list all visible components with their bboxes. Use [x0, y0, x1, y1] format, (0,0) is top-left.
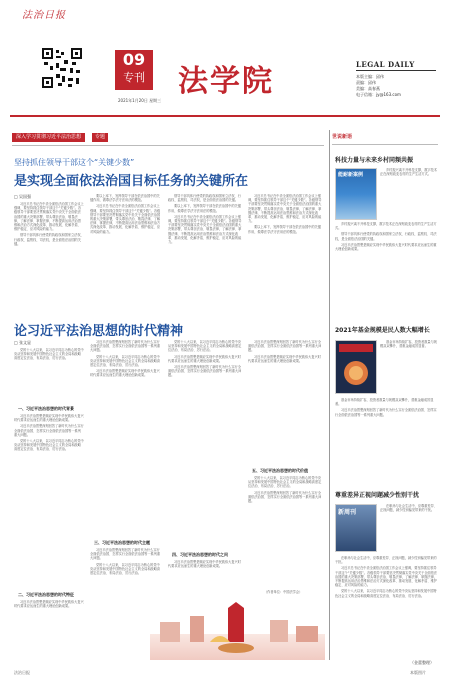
- article-byline: □ 吴国强: [14, 194, 32, 199]
- paragraph: 要以上率下，发挥领导干部在依法治国中的关键作用，做尊法学法守法用法的模范。: [248, 225, 321, 234]
- paragraph: 党的十八大以来，以习近平同志为核心的党中央从坚持和发展中国特色社会主义的全局和战略高度定位法治、布局法治、厉行法治。: [14, 439, 84, 452]
- paragraph: 习近平法治思想是顺应实现中华民族伟大复兴时代要求应运而生的重大理论创新成果。: [90, 369, 160, 378]
- article-column: [248, 194, 324, 312]
- second-column: [168, 340, 242, 550]
- article-headline: 是实现全面依法治国目标任务的关键所在: [14, 174, 249, 189]
- paragraph: 习近平法治思想是顺应实现中华民族伟大复兴时代要求应运而生的重大理论创新成果。: [248, 354, 321, 363]
- masthead-divider: [10, 115, 440, 117]
- paragraph: 领导干部具体行使党的执政权和国家立法权、行政权、监察权、司法权，是全面依法治国的关键。: [168, 194, 241, 203]
- magazine-cover: [335, 340, 377, 394]
- paragraph: 习近平总书记在中央全面依法治国工作会议上强调，要坚持抓住领导干部这个“关键少数”。各级领导干部要坚决贯彻落实党中央关于全面依法治国的重大决策部署，带头尊崇法治、敬畏法律，了解法律、掌握法律，不断提高运用法治思维和法治方式深化改革、推动发展、化解矛盾、维护稳定、应对风险的能力。: [168, 214, 242, 245]
- paragraph: 习近平法治思想深刻回答了新时代为什么实行全面依法治国、怎样实行全面依法治国等一系列重大问题。: [14, 424, 84, 437]
- paragraph: 习近平总书记在中央全面依法治国工作会议上强调，要坚持抓住领导干部这个“关键少数”。各级领导干部要坚决贯彻落实党中央关于全面依法治国的重大决策部署，带头尊崇法治、敬畏法律，了解法律、掌握法律，不断提高运用法治思维和法治方式深化改革、推动发展、化解矛盾、维护稳定、应对风险的能力。: [335, 566, 438, 588]
- paragraph: （作者单位：中国法学会）: [264, 590, 303, 594]
- paragraph: 党的十八大以来，以习近平同志为核心的党中央从坚持和发展中国特色社会主义的全局和战略高度定位法治、布局法治、厉行法治。: [168, 340, 242, 353]
- paragraph: 习近平法治思想深刻回答了新时代为什么实行全面依法治国、怎样实行全面依法治国等一系列重大问题。: [168, 365, 242, 378]
- issue-date: 2021年1月20日 星期三: [118, 98, 162, 103]
- paragraph: 在职场与社会生活中，应尊重差异、正视问题，减少性别偏见带来的干扰。: [380, 504, 437, 513]
- coin-illustration: [336, 341, 376, 393]
- magazine-cover: [335, 168, 377, 220]
- second-column: [248, 476, 324, 586]
- cover-text: 新周刊: [338, 509, 357, 516]
- sidebar-item-title: 2021年基金规模是民人数大幅增长: [335, 327, 430, 334]
- second-byline: □ 张文显: [14, 340, 32, 345]
- paragraph: 党的十八大以来，以习近平同志为核心的党中央从坚持和发展中国特色社会主义的全局和战略高度定位法治、布局法治、厉行法治。: [335, 589, 437, 598]
- column-divider: [329, 130, 330, 660]
- paragraph: 要以上率下，发挥领导干部在依法治国中的关键作用，做尊法学法守法用法的模范。: [168, 204, 241, 213]
- second-column: [14, 414, 84, 564]
- paragraph: 习近平法治思想是顺应实现中华民族伟大复兴时代要求应运而生的重大理论创新成果。: [168, 560, 241, 569]
- article-column: [90, 194, 162, 312]
- paragraph: 习近平总书记在中央全面依法治国工作会议上强调，要坚持抓住领导干部这个“关键少数”。各级领导干部要坚决贯彻落实党中央关于全面依法治国的重大决策部署，带头尊崇法治、敬畏法律，了解法律、掌握法律，不断提高运用法治思维和法治方式深化改革、推动发展、化解矛盾、维护稳定、应对风险的能力。: [90, 204, 161, 234]
- sidebar-item-title: 尊重差异正视问题减少性别干扰: [335, 492, 420, 499]
- second-column: [14, 348, 84, 402]
- paragraph: 习近平法治思想深刻回答了新时代为什么实行全面依法治国、怎样实行全面依法治国等一系列重大问题。: [248, 490, 322, 504]
- second-column: [90, 340, 162, 536]
- author-note: [258, 590, 328, 598]
- sidebar-summary: [380, 340, 438, 392]
- subhead: 五、习近平法治思想的时代价值: [252, 468, 308, 473]
- paragraph: 习近平总书记在中央全面依法治国工作会议上强调，要坚持抓住领导干部这个“关键少数”。各级领导干部要坚决贯彻落实党中央关于全面依法治国的重大决策部署，带头尊崇法治、敬畏法律，了解法律、掌握法律，不断提高运用法治思维和法治方式深化改革、推动发展、化解矛盾、维护稳定、应对风险的能力。: [248, 194, 322, 224]
- paragraph: 基金市场持续扩容，投资者数量与规模双双攀升，普惠金融成效显著。: [380, 340, 437, 349]
- column-rule: [12, 145, 324, 146]
- landmark-illustration: [150, 600, 325, 660]
- sidebar-item-title: 科技力量与未来乡村同频共振: [335, 157, 414, 164]
- qr-code: [42, 48, 82, 88]
- second-column: [248, 340, 324, 464]
- paragraph: 要以上率下，发挥领导干部在依法治国中的关键作用，做尊法学法守法用法的模范。: [90, 194, 160, 203]
- subhead: 二、习近平法治思想的时代特征: [18, 592, 74, 597]
- footer-left: 法治日报: [14, 670, 30, 675]
- article-kicker: 坚持抓住领导干部这个“关键少数”: [14, 158, 135, 167]
- editor-line: 美编：高春燕: [356, 86, 380, 91]
- page-number-badge: [115, 50, 153, 90]
- paragraph: 党的十八大以来，以习近平同志为核心的党中央从坚持和发展中国特色社会主义的全局和战略高度定位法治、布局法治、厉行法治。: [248, 476, 322, 489]
- sidebar-body: [335, 222, 438, 317]
- subhead: 三、习近平法治思想的时代主题: [94, 540, 150, 545]
- column-tag: 深入学习贯彻习近平法治思想: [12, 133, 85, 142]
- magazine-cover: [335, 504, 377, 552]
- sidebar-summary: [380, 168, 438, 218]
- english-name: LEGAL DAILY: [356, 60, 415, 69]
- section-title: 法学院: [178, 64, 274, 99]
- paragraph: 在职场与社会生活中，应尊重差异、正视问题，减少性别偏见带来的干扰。: [335, 556, 437, 565]
- paragraph: 习近平法治思想深刻回答了新时代为什么实行全面依法治国、怎样实行全面依法治国等一系列重大问题。: [248, 340, 322, 353]
- paper-logo: 法治日报: [22, 10, 66, 21]
- page-number: 09: [122, 50, 146, 69]
- paragraph: 习近平总书记在中央全面依法治国工作会议上强调，要坚持抓住领导干部这个“关键少数”。各级领导干部要坚决贯彻落实党中央关于全面依法治国的重大决策部署，带头尊崇法治、敬畏法律，了解法律、掌握法律，不断提高运用法治思维和法治方式深化改革、推动发展、化解矛盾、维护稳定、应对风险的能力。: [14, 202, 84, 232]
- column-tag-extra: 专题: [92, 133, 108, 142]
- sidebar-body: [335, 398, 438, 480]
- footer-right: 本版图片: [410, 670, 426, 675]
- paragraph: 党的十八大以来，以习近平同志为核心的党中央从坚持和发展中国特色社会主义的全局和战略高度定位法治、布局法治、厉行法治。: [14, 348, 84, 361]
- editor-line: 本版主编：邱伟: [356, 74, 384, 79]
- paragraph: 习近平法治思想是顺应实现中华民族伟大复兴时代要求应运而生的重大理论创新成果。: [335, 242, 437, 252]
- paragraph: 领导干部具体行使党的执政权和国家立法权、行政权、监察权、司法权，是全面依法治国的关键。: [335, 232, 437, 241]
- sidebar-summary: [380, 504, 438, 550]
- paragraph: 党的十八大以来，以习近平同志为核心的党中央从坚持和发展中国特色社会主义的全局和战略高度定位法治、布局法治、厉行法治。: [90, 354, 161, 368]
- article-column: [14, 202, 84, 312]
- paragraph: 习近平法治思想是顺应实现中华民族伟大复兴时代要求应运而生的重大理论创新成果。: [14, 600, 84, 609]
- paragraph: 领导干部具体行使党的执政权和国家立法权、行政权、监察权、司法权，是全面依法治国的关键。: [14, 233, 84, 246]
- paragraph: 习近平法治思想是顺应实现中华民族伟大复兴时代要求应运而生的重大理论创新成果。: [168, 354, 241, 363]
- masthead-rule: [356, 70, 436, 71]
- subhead: 一、习近平法治思想的时代背景: [18, 406, 74, 411]
- article-column: [168, 194, 242, 312]
- editor-line: 责编：邱伟: [356, 80, 376, 85]
- cover-text: 能耐新案例: [338, 172, 364, 178]
- paragraph: 乡村振兴离不开科技支撑，数字技术正在深刻改变农村的生产生活方式。: [380, 168, 437, 177]
- paragraph: 习近平法治思想深刻回答了新时代为什么实行全面依法治国、怎样实行全面依法治国等一系列重大问题。: [90, 548, 161, 561]
- sidebar-body: [335, 556, 438, 656]
- paragraph: 习近平法治思想深刻回答了新时代为什么实行全面依法治国、怎样实行全面依法治国等一系列重大问题。: [335, 408, 437, 417]
- paragraph: 乡村振兴离不开科技支撑，数字技术正在深刻改变农村的生产生活方式。: [335, 222, 437, 231]
- page-label: 专刊: [123, 71, 145, 84]
- paragraph: 习近平法治思想是顺应实现中华民族伟大复兴时代要求应运而生的重大理论创新成果。: [14, 414, 84, 423]
- second-headline: 论习近平法治思想的时代精神: [14, 324, 184, 339]
- sidebar-credit: （金蕾整理）: [410, 660, 434, 665]
- subhead: 四、习近平法治思想的时代之问: [172, 552, 228, 557]
- editor-line: 电子信箱：jy@163.com: [356, 92, 401, 97]
- editors-block: [356, 74, 401, 98]
- second-column: [14, 600, 84, 660]
- sidebar-header: 世说新语: [332, 134, 353, 140]
- paragraph: 习近平法治思想深刻回答了新时代为什么实行全面依法治国、怎样实行全面依法治国等一系列重大问题。: [90, 340, 161, 353]
- paragraph: 党的十八大以来，以习近平同志为核心的党中央从坚持和发展中国特色社会主义的全局和战略高度定位法治、布局法治、厉行法治。: [90, 562, 161, 576]
- paragraph: 基金市场持续扩容，投资者数量与规模双双攀升，普惠金融成效显著。: [335, 398, 434, 407]
- sidebar-rule: [332, 144, 438, 145]
